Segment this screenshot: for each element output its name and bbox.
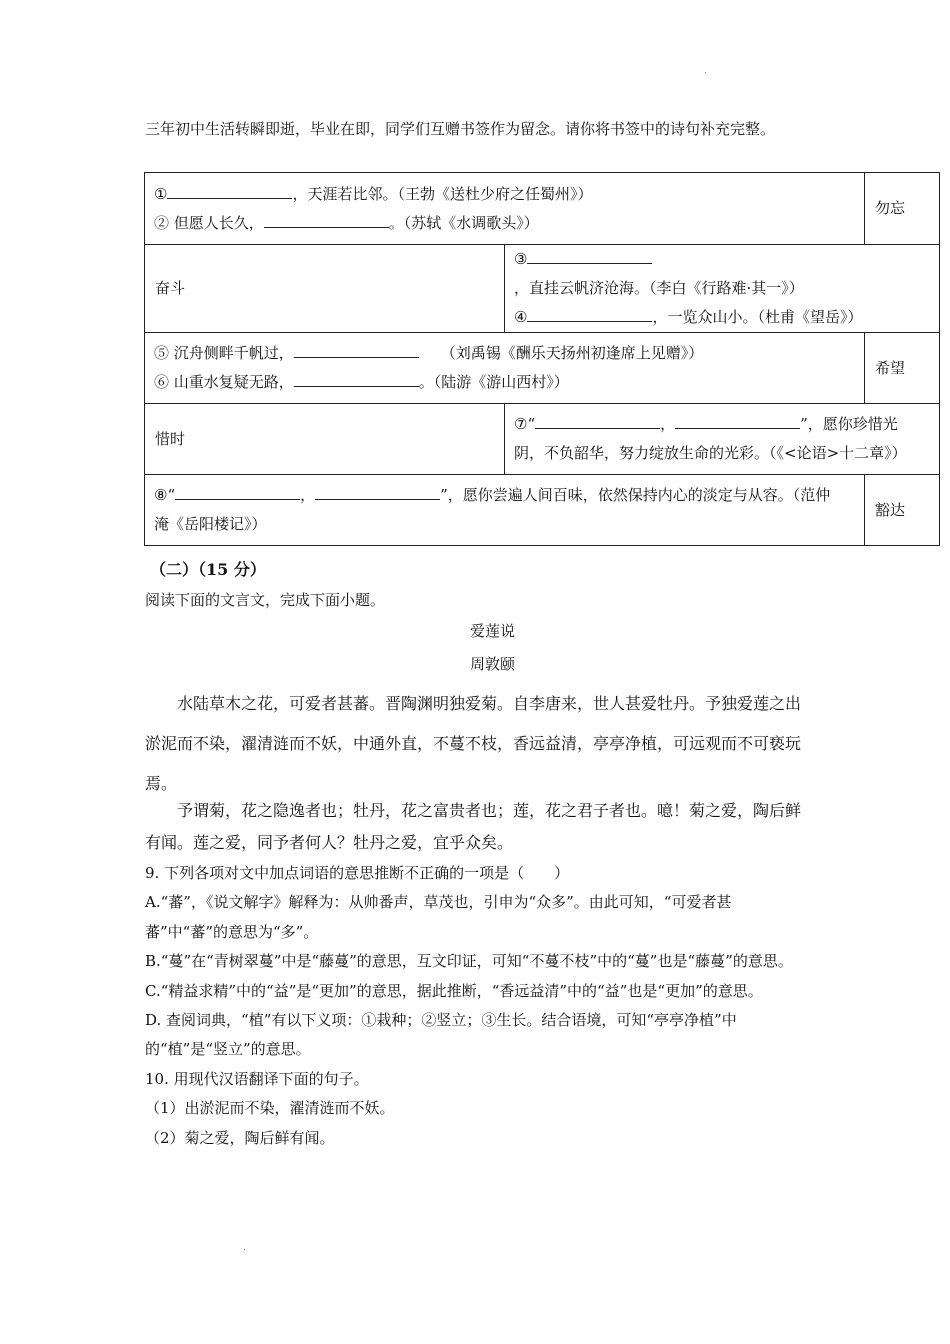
bookmark-content-4: ⑦“ ， ”，愿你珍惜光阴，不负韶华，努力绽放生命的光彩。（《<论语>十二章》） xyxy=(505,404,940,475)
bookmark-row-3 xyxy=(145,333,940,404)
questions xyxy=(145,859,810,1153)
answer-blank-4[interactable] xyxy=(527,305,652,322)
answer-blank-5[interactable] xyxy=(294,341,419,358)
question-9-option-a: A.“蕃”，《说文解字》解释为：从帅番声，草茂也，引申为“众多”。由此可知，“可爱者甚蕃”中“蕃”的意思为“多”。 xyxy=(145,893,732,941)
passage-author: 周敦颐 xyxy=(469,655,515,673)
passage-title: 爱莲说 xyxy=(469,622,515,640)
section-instruction: 阅读下面的文言文，完成下面小题。 xyxy=(145,591,386,609)
bookmark-content-3: ⑤ 沉舟侧畔千帆过， （刘禹锡《酬乐天扬州初逢席上见赠》） ⑥ 山重水复疑无路， 。（陆游《游山西村》） xyxy=(145,333,865,404)
bookmark-row-4 xyxy=(145,404,940,475)
answer-blank-8[interactable] xyxy=(675,412,800,429)
bookmark-label-2: 奋斗 xyxy=(145,245,505,333)
bookmark-label-5: 豁达 xyxy=(865,475,940,546)
page-mark-bottom: . xyxy=(243,1243,246,1253)
bookmark-label-1: 勿忘 xyxy=(865,173,940,245)
answer-blank-6[interactable] xyxy=(294,370,419,387)
question-intro: 三年初中生活转瞬即逝，毕业在即，同学们互赠书签作为留念。请你将书签中的诗句补充完整。 xyxy=(145,120,776,138)
passage-paragraph-1: 水陆草木之花，可爱者甚蕃。晋陶渊明独爱菊。自李唐来，世人甚爱牡丹。予独爱莲之出淤泥而不染，濯清涟而不妖，中通外直，不蔓不枝，香远益清，亭亭净植，可远观而不可亵玩焉。 xyxy=(145,694,802,793)
answer-blank-7[interactable] xyxy=(535,412,660,429)
bookmark-content-5: ⑧“ ， ”，愿你尝遍人间百味，依然保持内心的淡定与从容。（范仲淹《岳阳楼记》） xyxy=(145,475,865,546)
question-10-item-1: （1）出淤泥而不染，濯清涟而不妖。 xyxy=(145,1099,395,1118)
question-9-option-b: B.“蔓”在“青树翠蔓”中是“藤蔓”的意思，互文印证，可知“不蔓不枝”中的“蔓”也是“藤蔓”的意思。 xyxy=(145,952,793,971)
question-10-item-2: （2）菊之爱，陶后鲜有闻。 xyxy=(145,1128,335,1147)
question-9-option-c: C.“精益求精”中的“益”是“更加”的意思，据此推断，“香远益清”中的“益”也是“更加”的意思。 xyxy=(145,981,763,1000)
bookmark-row-5 xyxy=(145,475,940,546)
answer-blank-2[interactable] xyxy=(264,211,389,228)
answer-blank-10[interactable] xyxy=(315,483,440,500)
question-9: 9. 下列各项对文中加点词语的意思推断不正确的一项是（ ） xyxy=(145,864,570,882)
section-title: （二）（15 分） xyxy=(150,560,266,579)
question-10: 10. 用现代汉语翻译下面的句子。 xyxy=(145,1069,369,1088)
answer-blank-9[interactable] xyxy=(175,483,300,500)
bookmark-row-1 xyxy=(145,173,940,245)
bookmark-label-4: 惜时 xyxy=(145,404,505,475)
bookmark-table xyxy=(144,172,940,546)
page-mark-top: . xyxy=(704,66,707,76)
question-9-option-d: D. 查阅词典，“植”有以下义项：①栽种；②竖立；③生长。结合语境，可知“亭亭净植”中的“植”是“竖立”的意思。 xyxy=(145,1011,737,1059)
answer-blank-1[interactable] xyxy=(167,182,292,199)
passage-paragraph-2: 予谓菊，花之隐逸者也；牡丹，花之富贵者也；莲，花之君子者也。噫！菊之爱，陶后鲜有闻。莲之爱，同予者何人？牡丹之爱，宜乎众矣。 xyxy=(145,801,802,852)
bookmark-row-2 xyxy=(145,245,940,333)
bookmark-label-3: 希望 xyxy=(865,333,940,404)
bookmark-content-1: ① ，天涯若比邻。（王勃《送杜少府之任蜀州》） ② 但愿人长久， 。（苏轼《水调歌头》） xyxy=(145,173,865,245)
bookmark-content-2: ③，直挂云帆济沧海。（李白《行路难·其一》） ④ ，一览众山小。（杜甫《望岳》） xyxy=(505,245,940,333)
answer-blank-3[interactable] xyxy=(527,247,652,264)
